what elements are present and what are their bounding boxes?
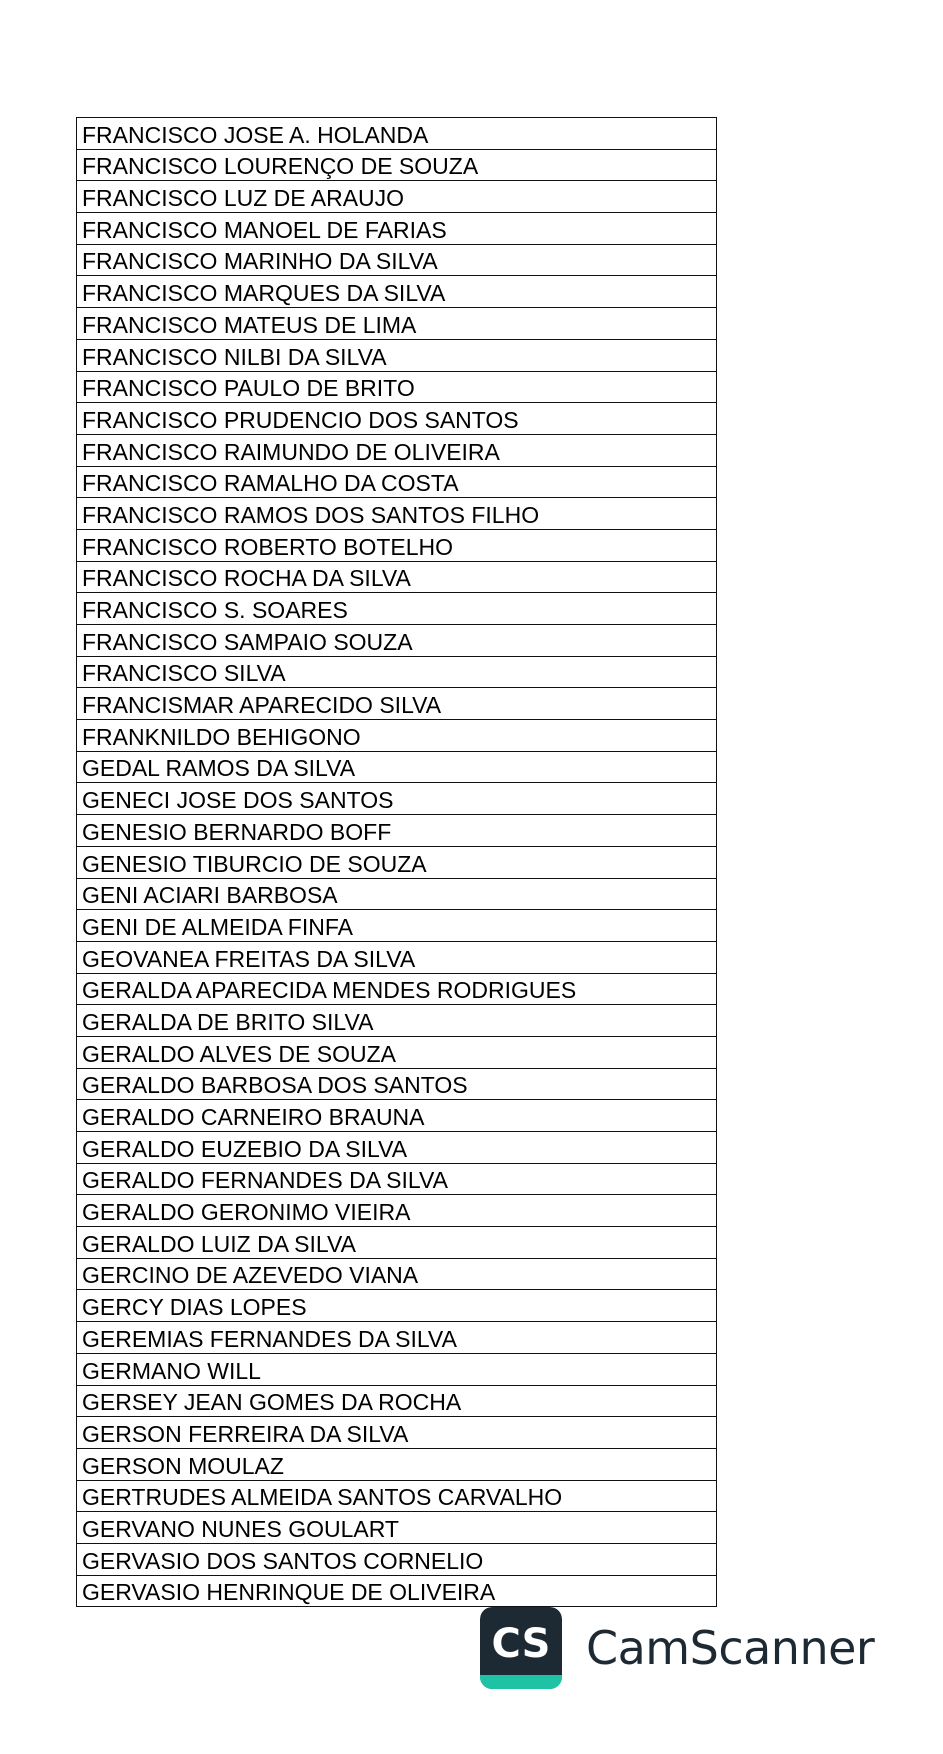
name-cell: FRANCISCO SAMPAIO SOUZA: [77, 625, 717, 657]
name-cell: FRANCISCO MARINHO DA SILVA: [77, 244, 717, 276]
name-cell: GERSON FERREIRA DA SILVA: [77, 1417, 717, 1449]
name-cell: GERALDO BARBOSA DOS SANTOS: [77, 1068, 717, 1100]
name-cell: GERSON MOULAZ: [77, 1448, 717, 1480]
name-cell: FRANCISCO MARQUES DA SILVA: [77, 276, 717, 308]
table-row: [77, 1417, 717, 1449]
table-row: [77, 593, 717, 625]
table-row: [77, 1100, 717, 1132]
name-cell: GERCINO DE AZEVEDO VIANA: [77, 1258, 717, 1290]
table-row: [77, 1385, 717, 1417]
table-row: [77, 751, 717, 783]
table-row: [77, 910, 717, 942]
name-list-table: [76, 117, 717, 1607]
camscanner-logo-icon: [480, 1607, 562, 1689]
name-cell: GERSEY JEAN GOMES DA ROCHA: [77, 1385, 717, 1417]
table-row: [77, 1195, 717, 1227]
table-row: [77, 878, 717, 910]
name-cell: GERCY DIAS LOPES: [77, 1290, 717, 1322]
name-cell: FRANCISCO S. SOARES: [77, 593, 717, 625]
table-row: [77, 656, 717, 688]
name-cell: FRANCISCO LOURENÇO DE SOUZA: [77, 149, 717, 181]
name-cell: GEOVANEA FREITAS DA SILVA: [77, 941, 717, 973]
name-cell: GERALDO EUZEBIO DA SILVA: [77, 1132, 717, 1164]
name-cell: FRANCISCO ROCHA DA SILVA: [77, 561, 717, 593]
name-cell: FRANCISCO JOSE A. HOLANDA: [77, 118, 717, 150]
name-cell: FRANCISCO RAMALHO DA COSTA: [77, 466, 717, 498]
table-row: [77, 1448, 717, 1480]
table-row: [77, 1480, 717, 1512]
name-list-body: [77, 118, 717, 1607]
table-row: [77, 815, 717, 847]
name-cell: FRANCISCO SILVA: [77, 656, 717, 688]
table-row: [77, 403, 717, 435]
table-row: [77, 339, 717, 371]
table-row: [77, 1322, 717, 1354]
table-row: [77, 846, 717, 878]
name-cell: GERALDO CARNEIRO BRAUNA: [77, 1100, 717, 1132]
table-row: [77, 973, 717, 1005]
name-cell: GEDAL RAMOS DA SILVA: [77, 751, 717, 783]
name-cell: GERALDO FERNANDES DA SILVA: [77, 1163, 717, 1195]
name-cell: GERALDO GERONIMO VIEIRA: [77, 1195, 717, 1227]
table-row: [77, 1543, 717, 1575]
table-row: [77, 1132, 717, 1164]
table-row: [77, 625, 717, 657]
table-row: [77, 1005, 717, 1037]
name-cell: FRANCISCO ROBERTO BOTELHO: [77, 529, 717, 561]
name-cell: FRANKNILDO BEHIGONO: [77, 720, 717, 752]
table-row: [77, 308, 717, 340]
name-cell: FRANCISCO RAIMUNDO DE OLIVEIRA: [77, 434, 717, 466]
name-cell: GERALDA DE BRITO SILVA: [77, 1005, 717, 1037]
name-cell: GENECI JOSE DOS SANTOS: [77, 783, 717, 815]
name-cell: GENI ACIARI BARBOSA: [77, 878, 717, 910]
table-row: [77, 1512, 717, 1544]
table-row: [77, 688, 717, 720]
table-row: [77, 466, 717, 498]
table-row: [77, 434, 717, 466]
name-cell: GERALDO ALVES DE SOUZA: [77, 1036, 717, 1068]
table-row: [77, 1036, 717, 1068]
camscanner-logo-text: CS: [491, 1621, 551, 1667]
name-cell: GERTRUDES ALMEIDA SANTOS CARVALHO: [77, 1480, 717, 1512]
camscanner-wordmark: CamScanner: [586, 1621, 875, 1675]
name-cell: FRANCISCO RAMOS DOS SANTOS FILHO: [77, 498, 717, 530]
name-cell: FRANCISCO MATEUS DE LIMA: [77, 308, 717, 340]
table-row: [77, 276, 717, 308]
name-cell: GERALDA APARECIDA MENDES RODRIGUES: [77, 973, 717, 1005]
table-row: [77, 1068, 717, 1100]
name-cell: GEREMIAS FERNANDES DA SILVA: [77, 1322, 717, 1354]
table-row: [77, 529, 717, 561]
name-cell: FRANCISCO PAULO DE BRITO: [77, 371, 717, 403]
table-row: [77, 1258, 717, 1290]
table-row: [77, 783, 717, 815]
name-cell: FRANCISCO PRUDENCIO DOS SANTOS: [77, 403, 717, 435]
name-cell: GENESIO BERNARDO BOFF: [77, 815, 717, 847]
table-row: [77, 561, 717, 593]
name-cell: GERVANO NUNES GOULART: [77, 1512, 717, 1544]
table-row: [77, 1227, 717, 1259]
camscanner-watermark: [480, 1608, 874, 1688]
name-cell: GENI DE ALMEIDA FINFA: [77, 910, 717, 942]
table-row: [77, 244, 717, 276]
table-row: [77, 720, 717, 752]
table-row: [77, 149, 717, 181]
table-row: [77, 498, 717, 530]
table-row: [77, 371, 717, 403]
name-cell: GENESIO TIBURCIO DE SOUZA: [77, 846, 717, 878]
table-row: [77, 181, 717, 213]
name-cell: GERVASIO DOS SANTOS CORNELIO: [77, 1543, 717, 1575]
name-cell: GERMANO WILL: [77, 1353, 717, 1385]
table-row: [77, 1575, 717, 1607]
name-cell: FRANCISCO NILBI DA SILVA: [77, 339, 717, 371]
table-row: [77, 1163, 717, 1195]
table-row: [77, 1353, 717, 1385]
name-cell: GERALDO LUIZ DA SILVA: [77, 1227, 717, 1259]
name-cell: FRANCISCO MANOEL DE FARIAS: [77, 213, 717, 245]
table-row: [77, 1290, 717, 1322]
name-cell: FRANCISCO LUZ DE ARAUJO: [77, 181, 717, 213]
table-row: [77, 118, 717, 150]
name-cell: FRANCISMAR APARECIDO SILVA: [77, 688, 717, 720]
table-row: [77, 213, 717, 245]
table-row: [77, 941, 717, 973]
name-cell: GERVASIO HENRINQUE DE OLIVEIRA: [77, 1575, 717, 1607]
